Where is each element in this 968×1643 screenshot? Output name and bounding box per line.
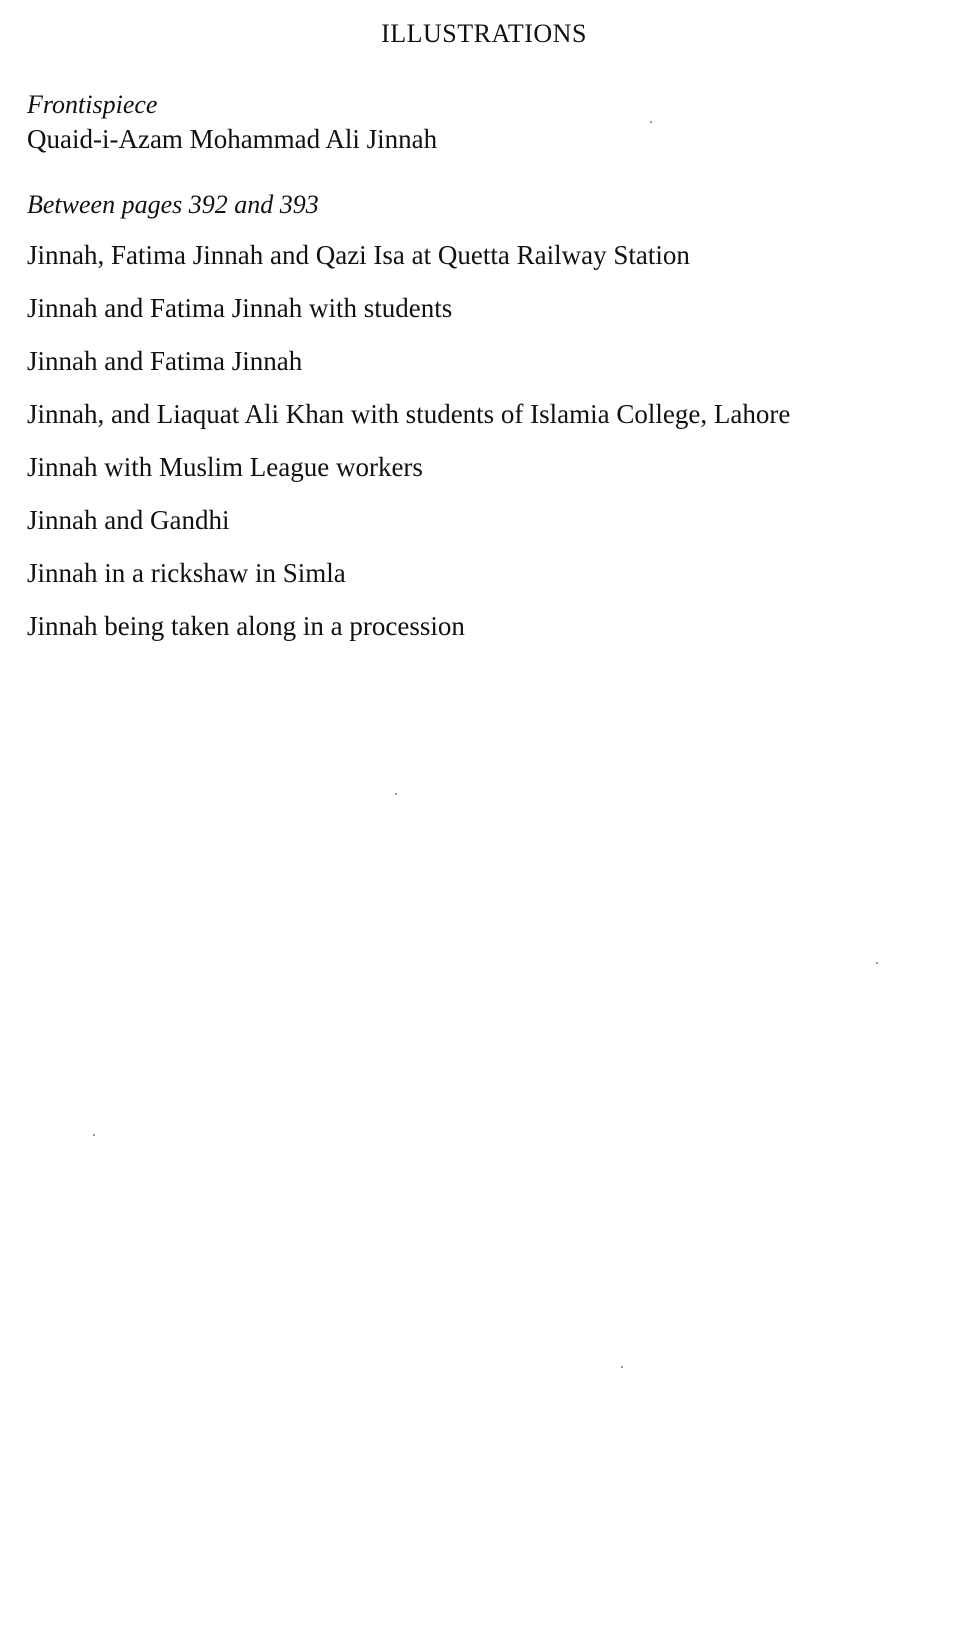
frontispiece-entry: Quaid-i-Azam Mohammad Ali Jinnah	[27, 124, 438, 154]
illustration-item: Jinnah being taken along in a procession	[27, 611, 465, 641]
scan-speck	[621, 1366, 623, 1368]
scan-speck	[395, 793, 397, 795]
illustration-item: Jinnah and Gandhi	[27, 505, 230, 535]
frontispiece-section	[27, 88, 957, 156]
page-title: ILLUSTRATIONS	[381, 19, 587, 48]
illustration-item: Jinnah and Fatima Jinnah with students	[27, 293, 453, 323]
plates-section	[27, 188, 957, 662]
illustration-item: Jinnah, and Liaquat Ali Khan with students of Islamia College, Lahore	[27, 399, 791, 429]
plates-section-label: Between pages 392 and 393	[27, 190, 319, 219]
illustration-item: Jinnah and Fatima Jinnah	[27, 346, 303, 376]
illustration-item: Jinnah with Muslim League workers	[27, 452, 423, 482]
frontispiece-label: Frontispiece	[27, 90, 158, 119]
scan-speck	[876, 962, 878, 964]
illustration-list	[27, 238, 957, 662]
illustration-item: Jinnah, Fatima Jinnah and Qazi Isa at Quetta Railway Station	[27, 240, 690, 270]
scan-speck	[93, 1134, 95, 1136]
illustration-item: Jinnah in a rickshaw in Simla	[27, 558, 346, 588]
scan-speck	[650, 121, 652, 123]
